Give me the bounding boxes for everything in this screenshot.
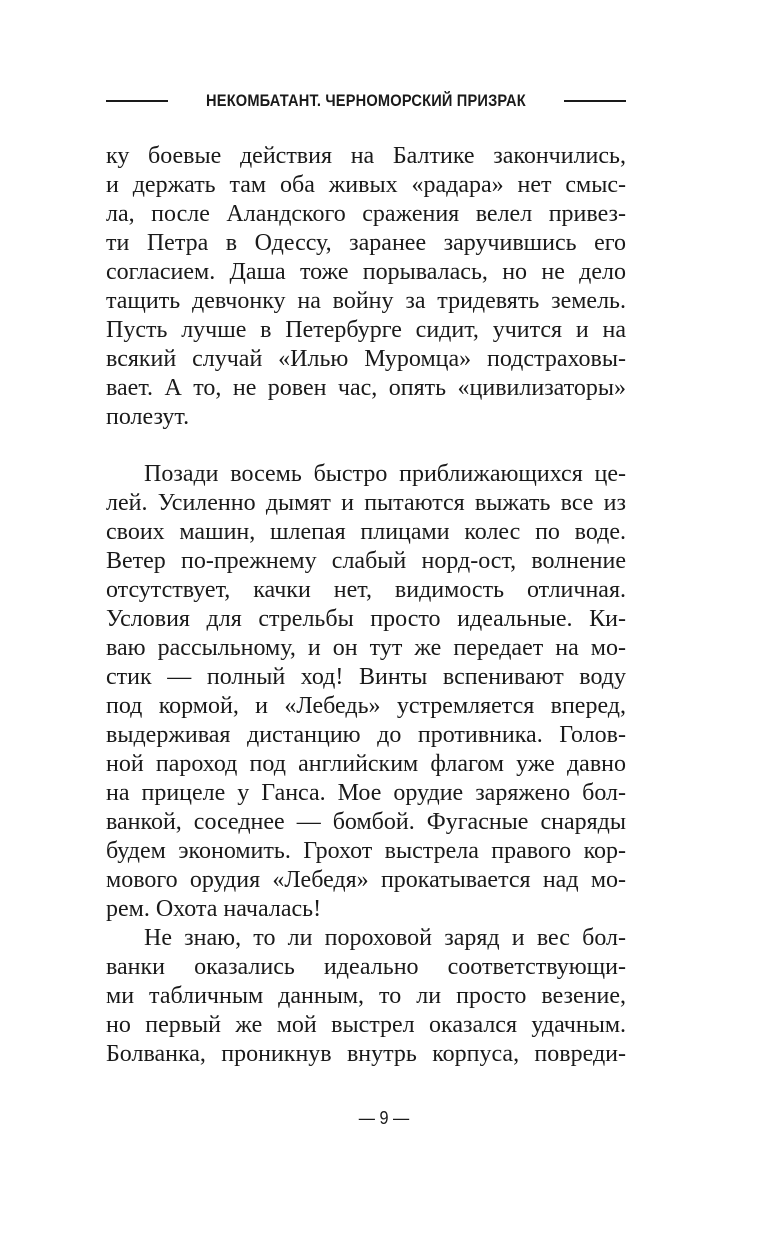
text-line: отсутствует, качки нет, видимость отличная. [106,577,626,603]
text-line: Ветер по-прежнему слабый норд-ост, волнение [106,548,626,574]
text-line: ла, после Аландского сражения велел привез- [106,201,626,227]
header-rule-right [564,100,626,102]
text-line: выдерживая дистанцию до противника. Голов- [106,722,626,748]
text-line: стик — полный ход! Винты вспенивают воду [106,664,626,690]
text-line: Не знаю, то ли пороховой заряд и вес бол- [144,925,626,951]
paragraph-2 [106,460,626,924]
text-line: лей. Усиленно дымят и пытаются выжать все из [106,490,626,516]
text-line: ти Петра в Одессу, заранее заручившись его [106,230,626,256]
text-line: ми табличным данным, то ли просто везение, [106,983,626,1009]
text-line: ной пароход под английским флагом уже давно [106,751,626,777]
page-number: — 9 — [358,1108,410,1128]
header-rule-left [106,100,168,102]
text-line: но первый же мой выстрел оказался удачным. [106,1012,626,1038]
running-header [106,86,626,116]
paragraph-3 [106,924,626,1069]
text-line: Позади восемь быстро приближающихся це- [144,461,626,487]
text-line: ванки оказались идеально соответствующи- [106,954,626,980]
text-line: под кормой, и «Лебедь» устремляется вперед, [106,693,626,719]
paragraph-1 [106,142,626,432]
text-line: согласием. Даша тоже порывалась, но не дело [106,259,626,285]
text-line: Пусть лучше в Петербурге сидит, учится и на [106,317,626,343]
text-line: Условия для стрельбы просто идеальные. Ки- [106,606,626,632]
text-line: вает. А то, не ровен час, опять «цивилизаторы» [106,375,626,401]
text-line: ванкой, соседнее — бомбой. Фугасные снаряды [106,809,626,835]
text-line: на прицеле у Ганса. Мое орудие заряжено бол- [106,780,626,806]
text-line: ваю рассыльному, и он тут же передает на мо- [106,635,626,661]
text-line: Болванка, проникнув внутрь корпуса, повреди- [106,1041,626,1067]
text-line: всякий случай «Илью Муромца» подстраховы- [106,346,626,372]
text-line: рем. Охота началась! [106,896,322,922]
running-title: НЕКОМБАТАНТ. ЧЕРНОМОРСКИЙ ПРИЗРАК [206,91,526,110]
text-line: мового орудия «Лебедя» прокатывается над мо- [106,867,626,893]
text-line: будем экономить. Грохот выстрела правого кор- [106,838,626,864]
text-line: своих машин, шлепая плицами колес по воде. [106,519,626,545]
text-line: ку боевые действия на Балтике закончились, [106,143,626,169]
text-line: полезут. [106,404,190,430]
text-line: тащить девчонку на войну за тридевять земель. [106,288,626,314]
text-line: и держать там оба живых «радара» нет смыс- [106,172,626,198]
